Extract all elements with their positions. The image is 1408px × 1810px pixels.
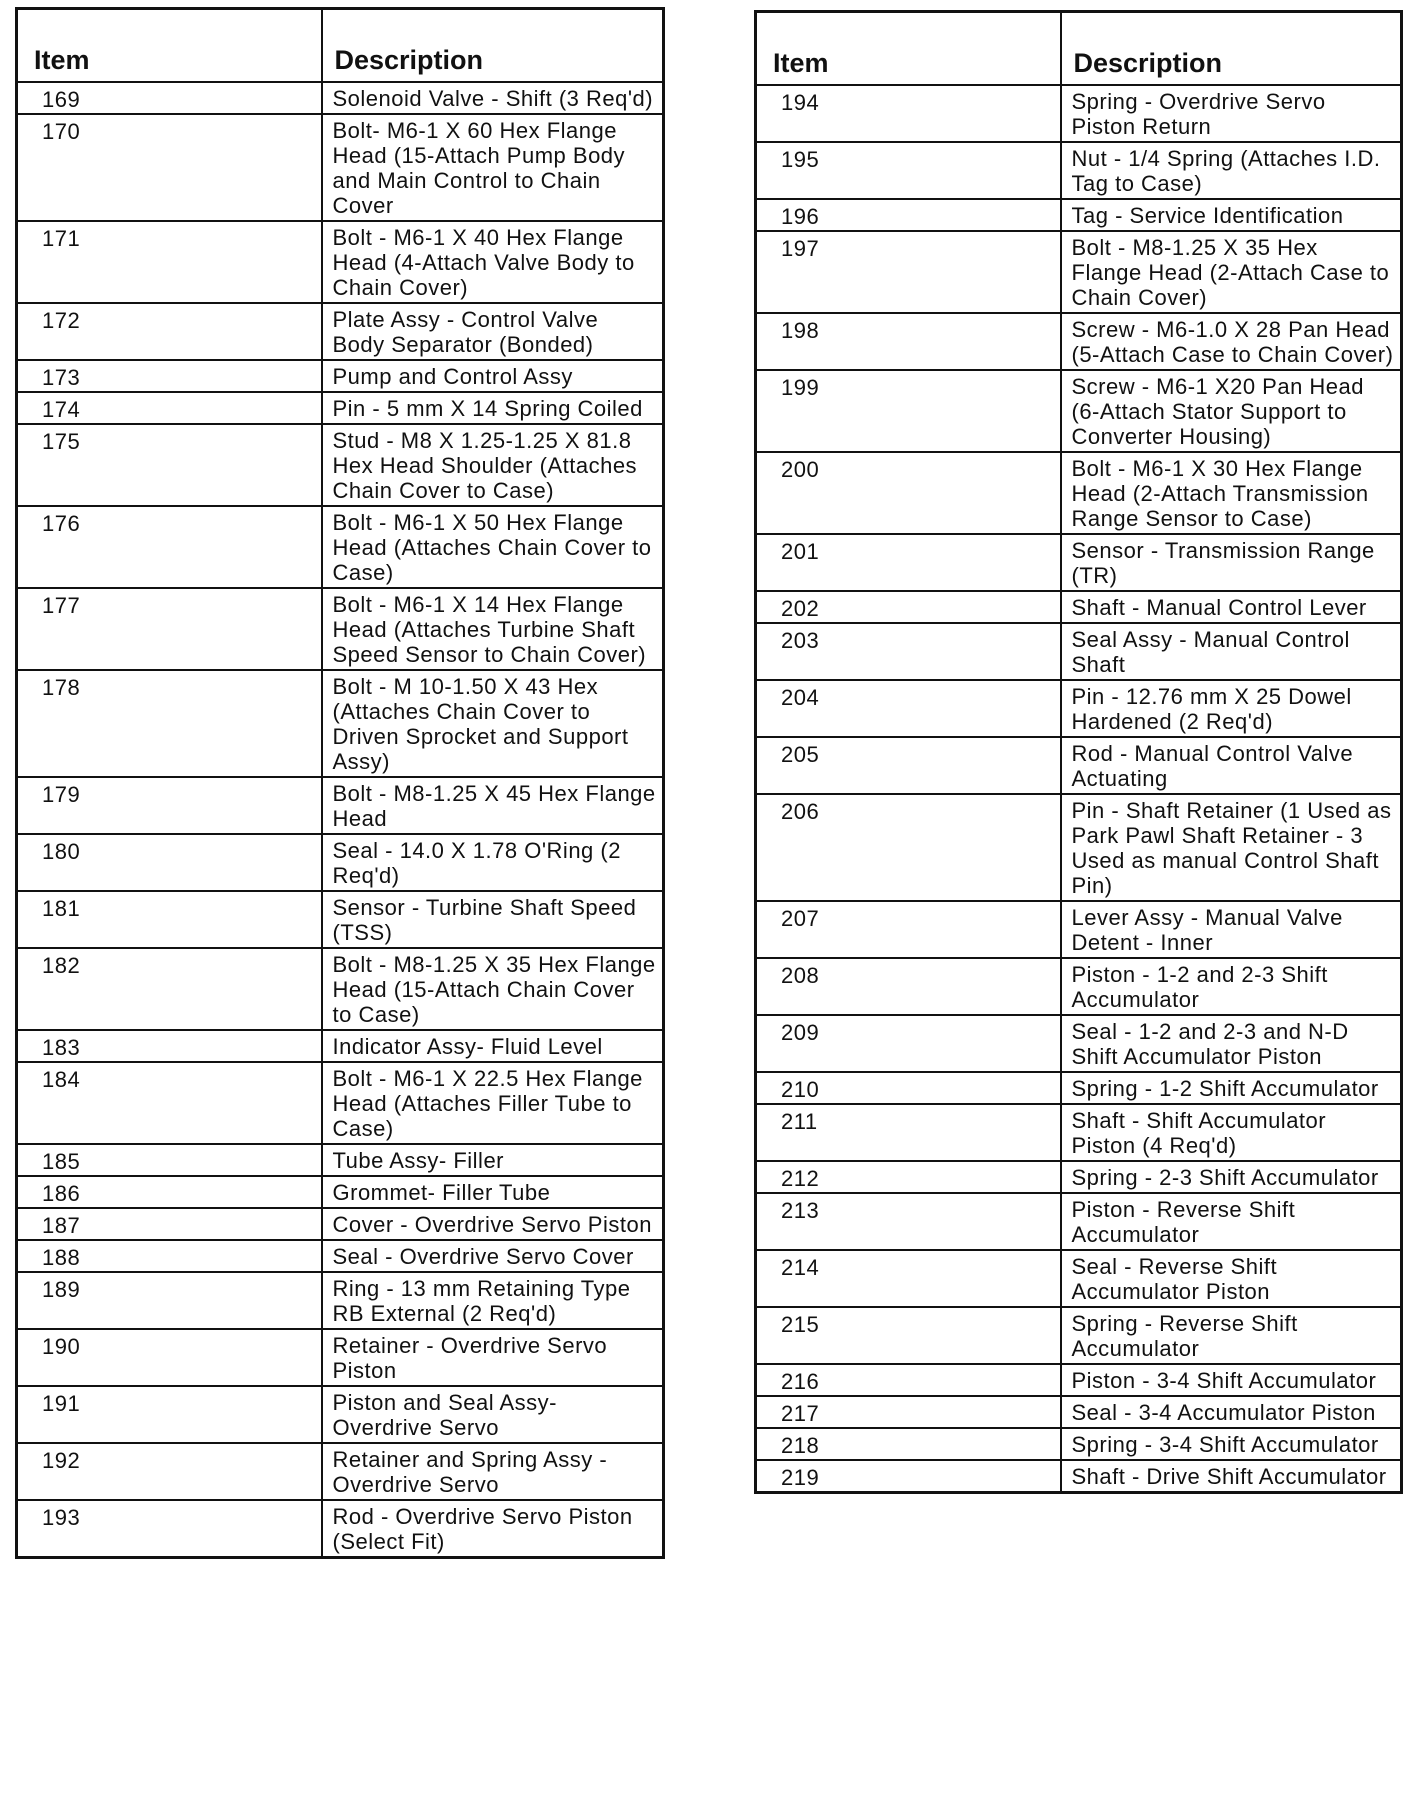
table-row	[17, 1062, 664, 1144]
description-cell: Screw - M6-1.0 X 28 Pan Head (5-Attach Case to Chain Cover)	[1061, 313, 1402, 370]
description-cell: Spring - 2-3 Shift Accumulator	[1061, 1161, 1402, 1193]
item-number-cell: 178	[17, 670, 322, 777]
table-row	[756, 591, 1402, 623]
table-row	[756, 313, 1402, 370]
description-cell: Seal - 3-4 Accumulator Piston	[1061, 1396, 1402, 1428]
description-cell: Stud - M8 X 1.25-1.25 X 81.8 Hex Head Shoulder (Attaches Chain Cover to Case)	[322, 424, 664, 506]
table-row	[17, 834, 664, 891]
parts-table-right	[754, 10, 1403, 1494]
item-number-cell: 174	[17, 392, 322, 424]
description-cell: Pin - 5 mm X 14 Spring Coiled	[322, 392, 664, 424]
table-row	[17, 1030, 664, 1062]
description-cell: Seal - Reverse Shift Accumulator Piston	[1061, 1250, 1402, 1307]
item-number-cell: 183	[17, 1030, 322, 1062]
item-number-cell: 188	[17, 1240, 322, 1272]
table-row	[756, 1364, 1402, 1396]
item-number-cell: 191	[17, 1386, 322, 1443]
table-row	[756, 534, 1402, 591]
table-row	[17, 1144, 664, 1176]
item-number-cell: 179	[17, 777, 322, 834]
item-number-cell: 173	[17, 360, 322, 392]
table-row	[17, 221, 664, 303]
table-row	[17, 1500, 664, 1558]
description-column-header: Description	[1061, 12, 1402, 86]
description-cell: Piston and Seal Assy- Overdrive Servo	[322, 1386, 664, 1443]
description-cell: Pin - 12.76 mm X 25 Dowel Hardened (2 Req'd)	[1061, 680, 1402, 737]
description-cell: Bolt - M6-1 X 30 Hex Flange Head (2-Attach Transmission Range Sensor to Case)	[1061, 452, 1402, 534]
item-number-cell: 205	[756, 737, 1061, 794]
item-number-cell: 218	[756, 1428, 1061, 1460]
description-cell: Piston - 3-4 Shift Accumulator	[1061, 1364, 1402, 1396]
description-cell: Bolt- M6-1 X 60 Hex Flange Head (15-Attach Pump Body and Main Control to Chain Cover	[322, 114, 664, 221]
table-row	[17, 948, 664, 1030]
description-cell: Bolt - M6-1 X 40 Hex Flange Head (4-Attach Valve Body to Chain Cover)	[322, 221, 664, 303]
item-number-cell: 176	[17, 506, 322, 588]
table-row	[756, 737, 1402, 794]
table-row	[17, 1386, 664, 1443]
description-cell: Indicator Assy- Fluid Level	[322, 1030, 664, 1062]
table-row	[756, 1428, 1402, 1460]
item-number-cell: 192	[17, 1443, 322, 1500]
table-row	[756, 1396, 1402, 1428]
description-cell: Sensor - Transmission Range (TR)	[1061, 534, 1402, 591]
table-row	[17, 588, 664, 670]
item-number-cell: 199	[756, 370, 1061, 452]
description-cell: Seal - Overdrive Servo Cover	[322, 1240, 664, 1272]
table-row	[17, 1176, 664, 1208]
item-number-cell: 193	[17, 1500, 322, 1558]
item-number-cell: 197	[756, 231, 1061, 313]
description-cell: Sensor - Turbine Shaft Speed (TSS)	[322, 891, 664, 948]
table-row	[756, 1072, 1402, 1104]
table-row	[756, 370, 1402, 452]
description-cell: Bolt - M8-1.25 X 35 Hex Flange Head (15-Attach Chain Cover to Case)	[322, 948, 664, 1030]
table-row	[17, 303, 664, 360]
item-number-cell: 203	[756, 623, 1061, 680]
item-number-cell: 209	[756, 1015, 1061, 1072]
table-row	[756, 901, 1402, 958]
item-number-cell: 189	[17, 1272, 322, 1329]
item-number-cell: 169	[17, 82, 322, 114]
table-row	[17, 82, 664, 114]
table-row	[17, 1240, 664, 1272]
item-number-cell: 211	[756, 1104, 1061, 1161]
description-cell: Seal - 1-2 and 2-3 and N-D Shift Accumulator Piston	[1061, 1015, 1402, 1072]
description-cell: Pin - Shaft Retainer (1 Used as Park Pawl Shaft Retainer - 3 Used as manual Control Shaft Pin)	[1061, 794, 1402, 901]
item-number-cell: 186	[17, 1176, 322, 1208]
item-number-cell: 190	[17, 1329, 322, 1386]
item-number-cell: 184	[17, 1062, 322, 1144]
description-cell: Spring - Overdrive Servo Piston Return	[1061, 85, 1402, 142]
description-cell: Bolt - M8-1.25 X 45 Hex Flange Head	[322, 777, 664, 834]
table-row	[17, 670, 664, 777]
description-cell: Piston - Reverse Shift Accumulator	[1061, 1193, 1402, 1250]
description-cell: Bolt - M6-1 X 50 Hex Flange Head (Attaches Chain Cover to Case)	[322, 506, 664, 588]
item-number-cell: 200	[756, 452, 1061, 534]
description-cell: Shaft - Manual Control Lever	[1061, 591, 1402, 623]
item-number-cell: 187	[17, 1208, 322, 1240]
table-row	[756, 199, 1402, 231]
table-row	[756, 1193, 1402, 1250]
description-cell: Lever Assy - Manual Valve Detent - Inner	[1061, 901, 1402, 958]
item-number-cell: 206	[756, 794, 1061, 901]
description-cell: Ring - 13 mm Retaining Type RB External (2 Req'd)	[322, 1272, 664, 1329]
item-number-cell: 182	[17, 948, 322, 1030]
description-cell: Seal - 14.0 X 1.78 O'Ring (2 Req'd)	[322, 834, 664, 891]
table-row	[17, 891, 664, 948]
item-number-cell: 177	[17, 588, 322, 670]
item-number-cell: 217	[756, 1396, 1061, 1428]
item-number-cell: 194	[756, 85, 1061, 142]
item-number-cell: 198	[756, 313, 1061, 370]
description-cell: Grommet- Filler Tube	[322, 1176, 664, 1208]
table-row	[756, 1307, 1402, 1364]
table-row	[17, 1443, 664, 1500]
item-number-cell: 212	[756, 1161, 1061, 1193]
table-row	[756, 958, 1402, 1015]
description-cell: Cover - Overdrive Servo Piston	[322, 1208, 664, 1240]
description-cell: Solenoid Valve - Shift (3 Req'd)	[322, 82, 664, 114]
description-cell: Bolt - M6-1 X 14 Hex Flange Head (Attaches Turbine Shaft Speed Sensor to Chain Cover)	[322, 588, 664, 670]
table-row	[17, 1329, 664, 1386]
item-number-cell: 213	[756, 1193, 1061, 1250]
table-row	[756, 1161, 1402, 1193]
table-row	[756, 452, 1402, 534]
item-number-cell: 180	[17, 834, 322, 891]
description-cell: Rod - Overdrive Servo Piston (Select Fit)	[322, 1500, 664, 1558]
table-row	[17, 392, 664, 424]
item-column-header: Item	[17, 9, 322, 83]
item-number-cell: 170	[17, 114, 322, 221]
description-cell: Retainer - Overdrive Servo Piston	[322, 1329, 664, 1386]
item-number-cell: 210	[756, 1072, 1061, 1104]
item-number-cell: 185	[17, 1144, 322, 1176]
description-cell: Shaft - Drive Shift Accumulator	[1061, 1460, 1402, 1493]
table-row	[756, 623, 1402, 680]
description-cell: Rod - Manual Control Valve Actuating	[1061, 737, 1402, 794]
description-cell: Spring - Reverse Shift Accumulator	[1061, 1307, 1402, 1364]
table-header-row	[17, 9, 664, 83]
item-number-cell: 196	[756, 199, 1061, 231]
parts-table-left-body	[17, 82, 664, 1558]
table-header-row	[756, 12, 1402, 86]
table-row	[756, 1250, 1402, 1307]
parts-table-right-body	[756, 85, 1402, 1493]
item-number-cell: 204	[756, 680, 1061, 737]
description-cell: Spring - 3-4 Shift Accumulator	[1061, 1428, 1402, 1460]
description-cell: Nut - 1/4 Spring (Attaches I.D. Tag to Case)	[1061, 142, 1402, 199]
item-number-cell: 219	[756, 1460, 1061, 1493]
item-number-cell: 202	[756, 591, 1061, 623]
item-number-cell: 175	[17, 424, 322, 506]
description-cell: Spring - 1-2 Shift Accumulator	[1061, 1072, 1402, 1104]
table-row	[17, 424, 664, 506]
table-row	[17, 1272, 664, 1329]
description-cell: Bolt - M 10-1.50 X 43 Hex (Attaches Chain Cover to Driven Sprocket and Support Assy)	[322, 670, 664, 777]
description-cell: Pump and Control Assy	[322, 360, 664, 392]
description-cell: Seal Assy - Manual Control Shaft	[1061, 623, 1402, 680]
table-row	[17, 506, 664, 588]
parts-table-left	[15, 7, 665, 1559]
table-row	[756, 142, 1402, 199]
table-row	[756, 85, 1402, 142]
description-cell: Tag - Service Identification	[1061, 199, 1402, 231]
description-cell: Bolt - M6-1 X 22.5 Hex Flange Head (Attaches Filler Tube to Case)	[322, 1062, 664, 1144]
table-row	[756, 680, 1402, 737]
table-row	[17, 114, 664, 221]
item-number-cell: 181	[17, 891, 322, 948]
description-cell: Shaft - Shift Accumulator Piston (4 Req'd)	[1061, 1104, 1402, 1161]
description-cell: Plate Assy - Control Valve Body Separator (Bonded)	[322, 303, 664, 360]
item-number-cell: 172	[17, 303, 322, 360]
item-number-cell: 207	[756, 901, 1061, 958]
item-column-header: Item	[756, 12, 1061, 86]
description-cell: Piston - 1-2 and 2-3 Shift Accumulator	[1061, 958, 1402, 1015]
description-cell: Screw - M6-1 X20 Pan Head (6-Attach Stator Support to Converter Housing)	[1061, 370, 1402, 452]
item-number-cell: 216	[756, 1364, 1061, 1396]
table-row	[17, 777, 664, 834]
table-row	[756, 1015, 1402, 1072]
item-number-cell: 171	[17, 221, 322, 303]
description-cell: Retainer and Spring Assy - Overdrive Servo	[322, 1443, 664, 1500]
table-row	[756, 1104, 1402, 1161]
item-number-cell: 208	[756, 958, 1061, 1015]
item-number-cell: 214	[756, 1250, 1061, 1307]
description-cell: Bolt - M8-1.25 X 35 Hex Flange Head (2-Attach Case to Chain Cover)	[1061, 231, 1402, 313]
item-number-cell: 201	[756, 534, 1061, 591]
table-row	[756, 794, 1402, 901]
table-row	[17, 1208, 664, 1240]
item-number-cell: 195	[756, 142, 1061, 199]
description-column-header: Description	[322, 9, 664, 83]
description-cell: Tube Assy- Filler	[322, 1144, 664, 1176]
table-row	[17, 360, 664, 392]
table-row	[756, 231, 1402, 313]
table-row	[756, 1460, 1402, 1493]
item-number-cell: 215	[756, 1307, 1061, 1364]
